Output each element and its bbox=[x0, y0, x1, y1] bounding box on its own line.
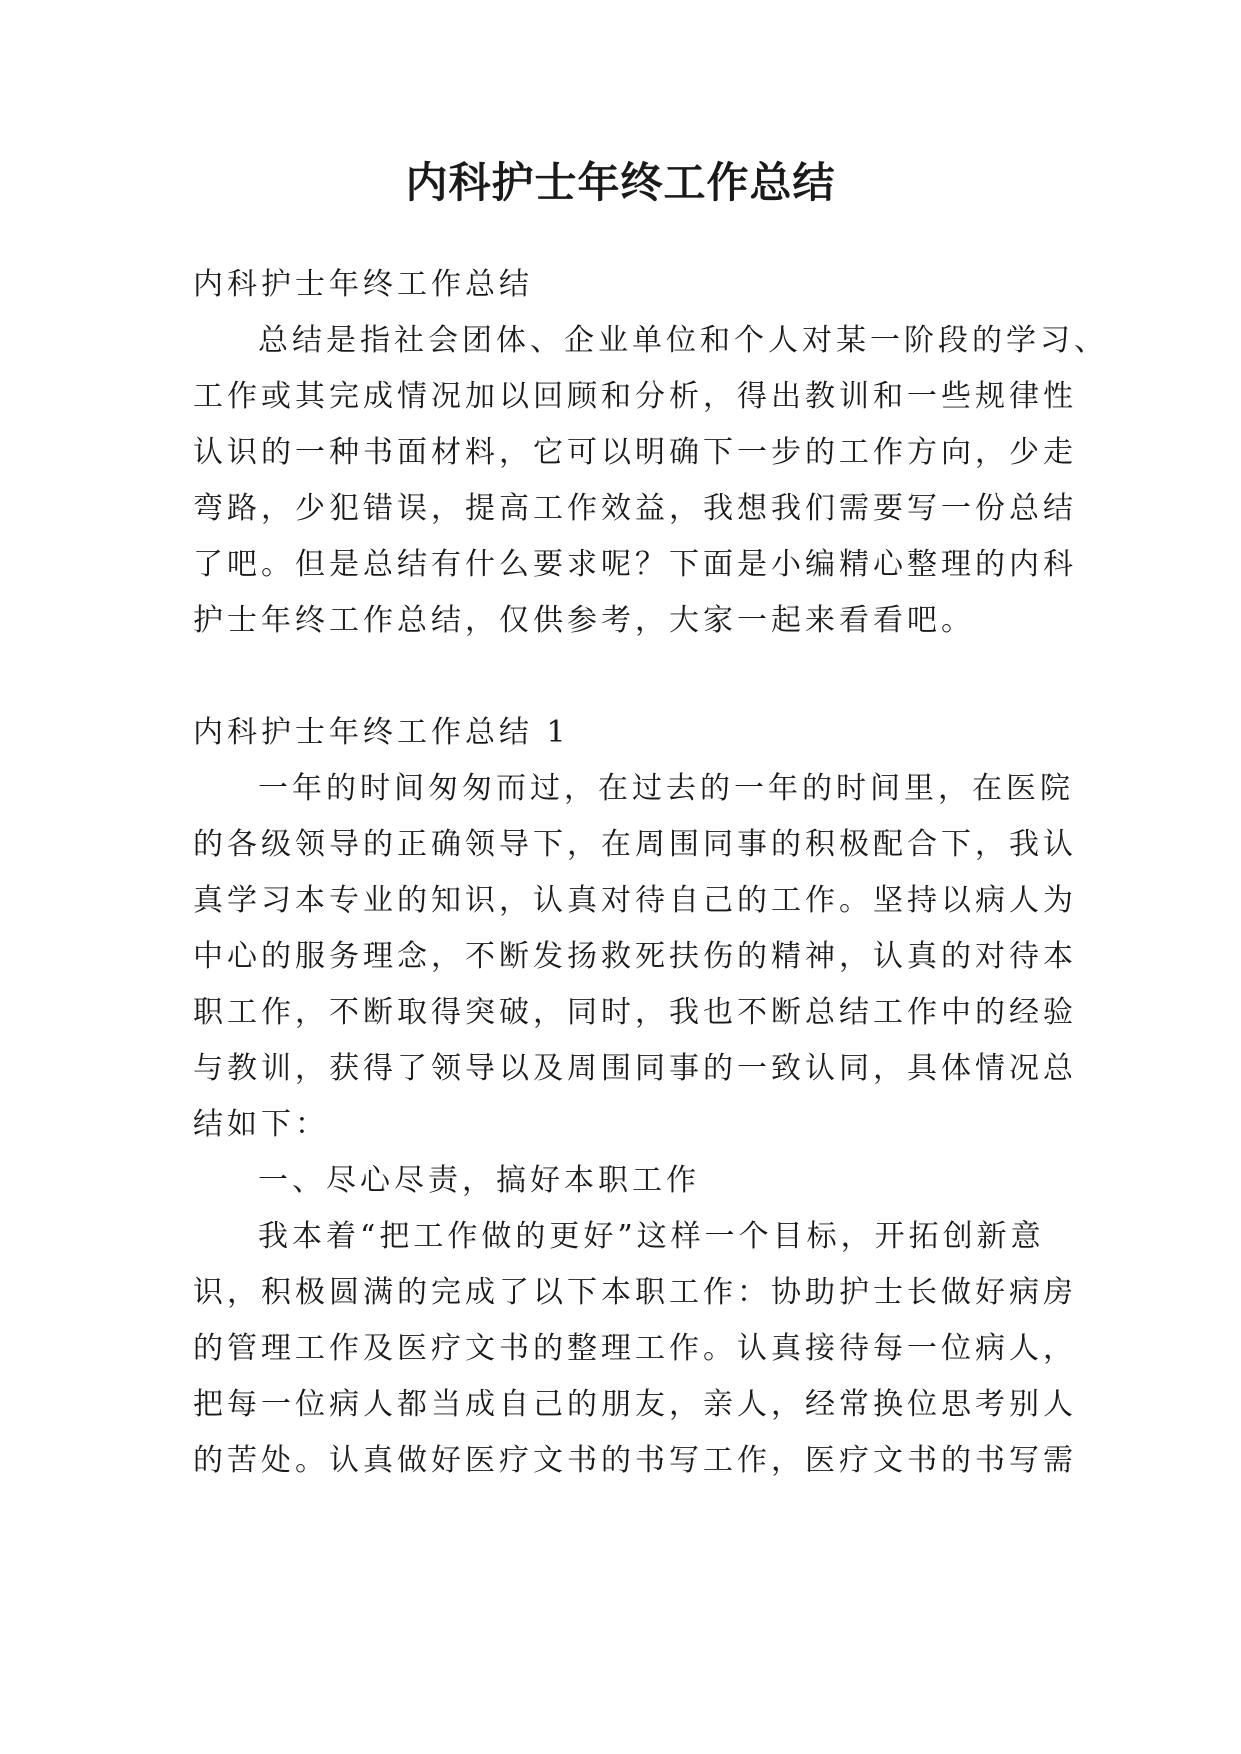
section-line: 中心的服务理念，不断发扬救死扶伤的精神，认真的对待本 bbox=[193, 939, 1077, 974]
section-line: 的各级领导的正确领导下，在周围同事的积极配合下，我认 bbox=[193, 827, 1077, 862]
heading-main: 内科护士年终工作总结 bbox=[193, 267, 533, 302]
intro-line: 总结是指社会团体、企业单位和个人对某一阶段的学习、 bbox=[258, 323, 1108, 358]
section-line: 与教训，获得了领导以及周围同事的一致认同，具体情况总 bbox=[193, 1051, 1077, 1086]
document-title: 内科护士年终工作总结 bbox=[405, 158, 836, 207]
heading-section-1: 内科护士年终工作总结 1 bbox=[193, 715, 570, 750]
section-line: 真学习本专业的知识，认真对待自己的工作。坚持以病人为 bbox=[193, 883, 1077, 918]
subheading-1: 一、尽心尽责，搞好本职工作 bbox=[258, 1163, 700, 1198]
section-line: 的管理工作及医疗文书的整理工作。认真接待每一位病人， bbox=[193, 1331, 1077, 1366]
intro-line: 了吧。但是总结有什么要求呢？下面是小编精心整理的内科 bbox=[193, 547, 1077, 582]
section-line: 一年的时间匆匆而过，在过去的一年的时间里，在医院 bbox=[258, 771, 1074, 806]
intro-line: 护士年终工作总结，仅供参考，大家一起来看看吧。 bbox=[193, 603, 975, 638]
intro-line: 弯路，少犯错误，提高工作效益，我想我们需要写一份总结 bbox=[193, 491, 1077, 526]
section-line: 的苦处。认真做好医疗文书的书写工作，医疗文书的书写需 bbox=[193, 1443, 1077, 1478]
intro-line: 工作或其完成情况加以回顾和分析，得出教训和一些规律性 bbox=[193, 379, 1077, 414]
section-line: 结如下： bbox=[193, 1107, 329, 1142]
intro-line: 认识的一种书面材料，它可以明确下一步的工作方向，少走 bbox=[193, 435, 1077, 470]
section-line: 我本着“把工作做的更好”这样一个目标，开拓创新意 bbox=[258, 1219, 1045, 1254]
section-line: 职工作，不断取得突破，同时，我也不断总结工作中的经验 bbox=[193, 995, 1077, 1030]
section-line: 把每一位病人都当成自己的朋友，亲人，经常换位思考别人 bbox=[193, 1387, 1077, 1422]
section-line: 识，积极圆满的完成了以下本职工作：协助护士长做好病房 bbox=[193, 1275, 1077, 1310]
